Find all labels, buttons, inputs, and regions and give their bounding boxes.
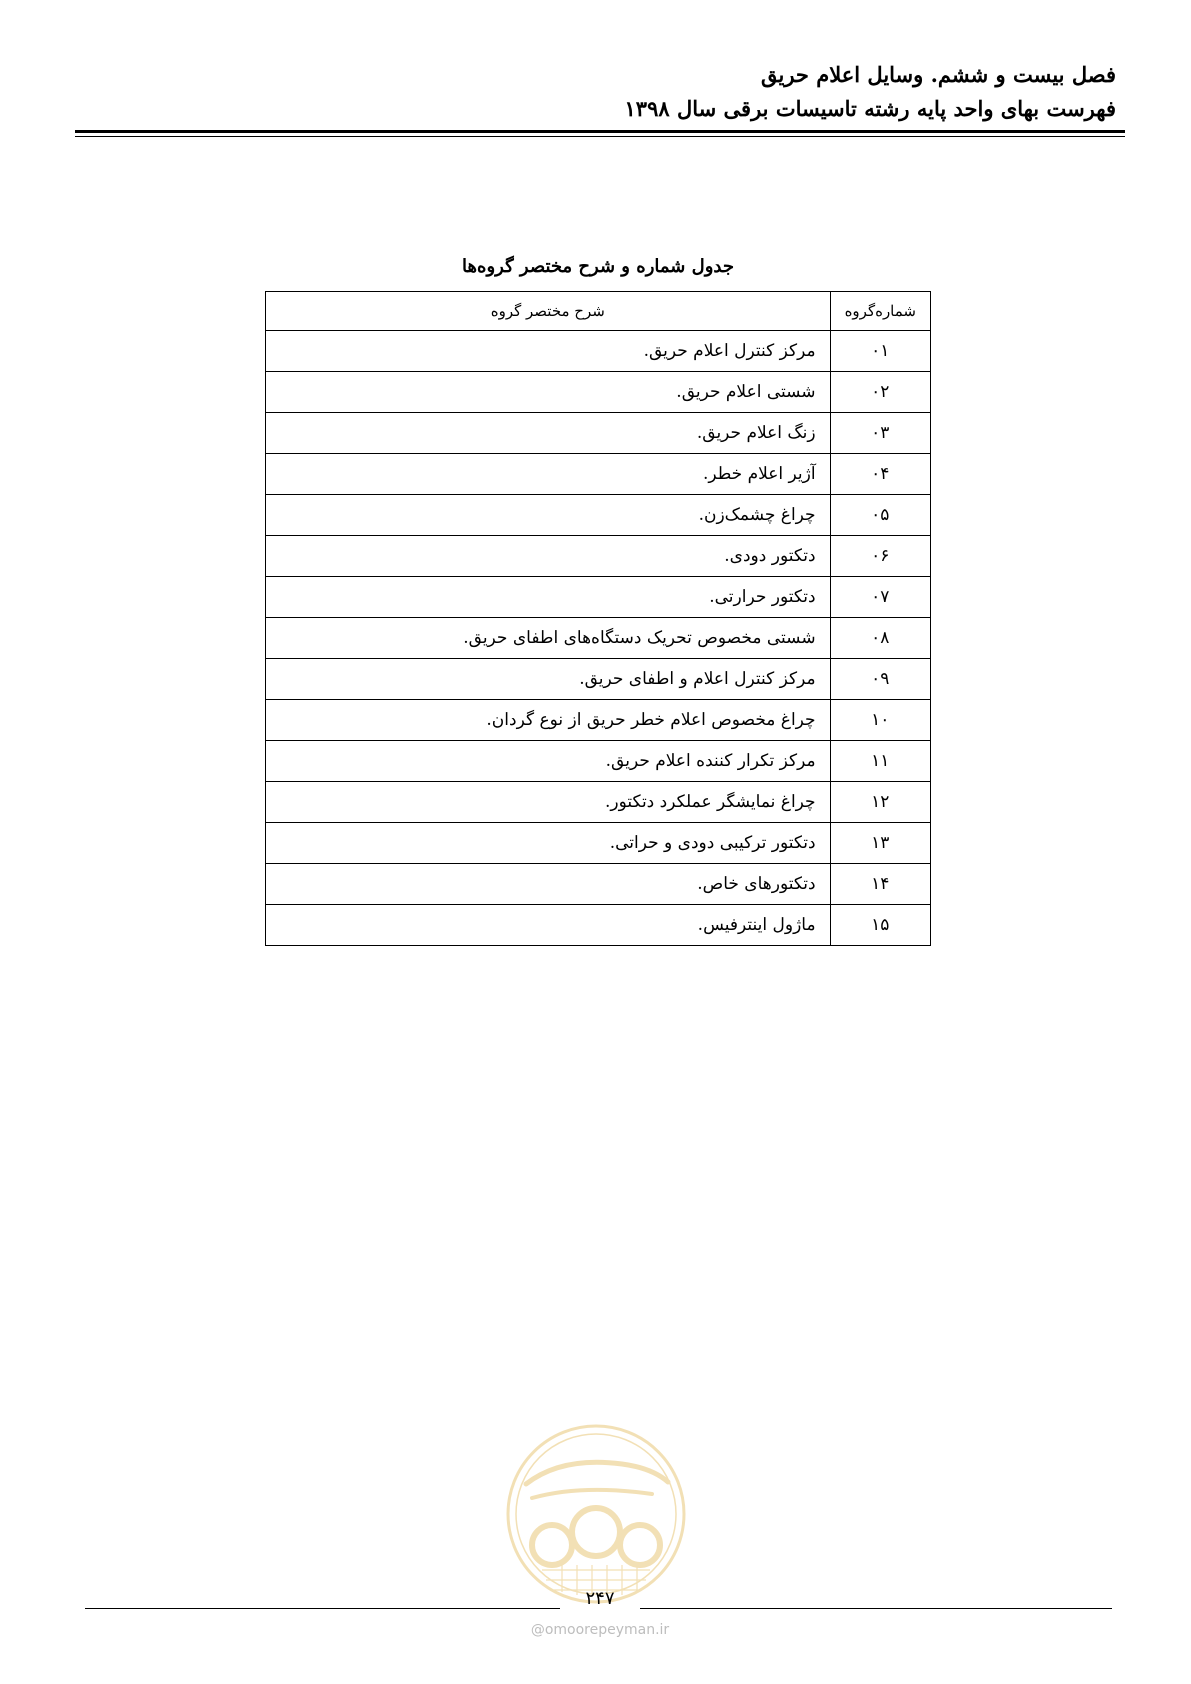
group-number: ۱۱: [830, 741, 930, 782]
table-row: [266, 864, 931, 905]
group-number: ۰۲: [830, 372, 930, 413]
chapter-title: فصل بیست و ششم. وسایل اعلام حریق: [760, 62, 1116, 87]
group-description: مرکز تکرار کننده اعلام حریق.: [266, 741, 831, 782]
group-number: ۰۹: [830, 659, 930, 700]
watermark-url: @omoorepeyman.ir: [530, 1622, 670, 1638]
table-row: [266, 905, 931, 946]
table-row: [266, 372, 931, 413]
table-row: [266, 659, 931, 700]
table-row: [266, 618, 931, 659]
table-row: [266, 536, 931, 577]
group-number: ۰۷: [830, 577, 930, 618]
table-row: [266, 823, 931, 864]
column-header-number: شماره‌گروه: [830, 292, 930, 331]
header-rule-thin: [75, 136, 1125, 137]
table-row: [266, 741, 931, 782]
page-header: [66, 58, 1116, 126]
group-description: چراغ نمایشگر عملکرد دتکتور.: [266, 782, 831, 823]
table-row: [266, 331, 931, 372]
group-number: ۰۱: [830, 331, 930, 372]
group-number: ۰۵: [830, 495, 930, 536]
group-number: ۱۰: [830, 700, 930, 741]
group-number: ۰۸: [830, 618, 930, 659]
table-row: [266, 413, 931, 454]
table-row: [266, 454, 931, 495]
group-description: دتکتورهای خاص.: [266, 864, 831, 905]
group-description: دتکتور دودی.: [266, 536, 831, 577]
group-number: ۰۴: [830, 454, 930, 495]
footer-rule-left: [85, 1608, 560, 1609]
group-number: ۱۳: [830, 823, 930, 864]
gear-seal-logo-icon: [502, 1420, 690, 1608]
group-description: شستی مخصوص تحریک دستگاه‌های اطفای حریق.: [266, 618, 831, 659]
table-header-row: [266, 292, 931, 331]
group-description: زنگ اعلام حریق.: [266, 413, 831, 454]
document-title: فهرست بهای واحد پایه رشته تاسیسات برقی سال ۱۳۹۸: [624, 96, 1116, 121]
page-number: ۲۴۷: [585, 1588, 615, 1609]
group-description: مرکز کنترل اعلام و اطفای حریق.: [266, 659, 831, 700]
group-description: ماژول اینترفیس.: [266, 905, 831, 946]
group-description: آژیر اعلام خطر.: [266, 454, 831, 495]
table-body: [266, 331, 931, 946]
group-description: چراغ چشمک‌زن.: [266, 495, 831, 536]
table-title: جدول شماره و شرح مختصر گروه‌ها: [462, 256, 734, 277]
table-row: [266, 782, 931, 823]
group-description: مرکز کنترل اعلام حریق.: [266, 331, 831, 372]
table-row: [266, 577, 931, 618]
table-row: [266, 495, 931, 536]
groups-table: [265, 291, 931, 946]
group-description: شستی اعلام حریق.: [266, 372, 831, 413]
group-number: ۰۳: [830, 413, 930, 454]
group-description: چراغ مخصوص اعلام خطر حریق از نوع گردان.: [266, 700, 831, 741]
group-number: ۱۴: [830, 864, 930, 905]
header-rule-thick: [75, 130, 1125, 133]
table-row: [266, 700, 931, 741]
column-header-description: شرح مختصر گروه: [266, 292, 831, 331]
group-number: ۱۲: [830, 782, 930, 823]
group-number: ۰۶: [830, 536, 930, 577]
group-description: دتکتور حرارتی.: [266, 577, 831, 618]
group-number: ۱۵: [830, 905, 930, 946]
footer-rule-right: [640, 1608, 1112, 1609]
group-description: دتکتور ترکیبی دودی و حراتی.: [266, 823, 831, 864]
